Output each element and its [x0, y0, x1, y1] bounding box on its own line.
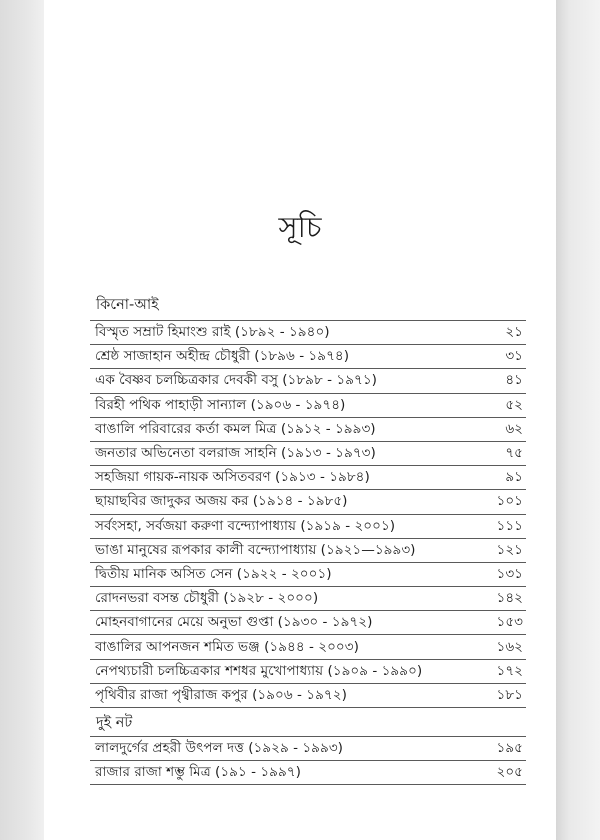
toc-entry-title: বাঙালির আপনজন শমিত ভঞ্জ (১৯৪৪ - ২০০৩) [95, 638, 359, 655]
toc-row [90, 760, 526, 785]
toc-row [90, 683, 526, 708]
section-heading-dui-nat: দুই নট [96, 715, 133, 731]
toc-list-dui-nat [90, 736, 526, 785]
toc-entry-title: পৃথিবীর রাজা পৃথ্বীরাজ কপুর (১৯০৬ - ১৯৭২) [95, 686, 347, 703]
toc-entry-title: মোহনবাগানের মেয়ে অনুভা গুপ্তা (১৯৩০ - ১৯৭২) [95, 614, 373, 631]
toc-page-number: ১৯৫ [496, 740, 523, 757]
toc-page-number: ১১১ [496, 517, 523, 534]
toc-entry-title: লালদুর্গের প্রহরী উৎপল দত্ত (১৯২৯ - ১৯৯৩) [95, 740, 343, 757]
toc-row [90, 393, 526, 417]
toc-row [90, 538, 526, 562]
toc-entry-title: জনতার অভিনেতা বলরাজ সাহনি (১৯১৩ - ১৯৭৩) [95, 445, 376, 462]
toc-page-number: ৩১ [505, 348, 523, 365]
toc-page-number: ১২১ [496, 541, 523, 558]
toc-entry-title: ভাঙা মানুষের রূপকার কালী বন্দ্যোপাধ্যায় (১৯২১—১৯৯৩) [95, 541, 416, 558]
toc-entry-title: এক বৈষ্ণব চলচ্চিত্রকার দেবকী বসু (১৮৯৮ - ১৯৭১) [95, 372, 377, 389]
toc-page-number: ২১ [505, 324, 523, 341]
toc-page-number: ৭৫ [505, 445, 523, 462]
toc-page-number: ১৮১ [496, 686, 523, 703]
toc-page-number: ৯১ [505, 469, 523, 486]
toc-page-number: ১৭২ [496, 662, 523, 679]
toc-row [90, 368, 526, 392]
toc-page-number: ২০৫ [496, 764, 523, 781]
toc-row [90, 320, 526, 344]
toc-page-number: ১৫৩ [496, 614, 523, 631]
toc-entry-title: দ্বিতীয় মানিক অসিত সেন (১৯২২ - ২০০১) [95, 565, 332, 582]
section-heading-kino-eye: কিনো-আই [96, 297, 159, 313]
toc-page-number: ৫২ [505, 396, 523, 413]
toc-row [90, 441, 526, 465]
toc-row [90, 634, 526, 658]
book-page-edge [556, 0, 600, 840]
toc-row [90, 489, 526, 513]
toc-row [90, 736, 526, 760]
toc-entry-title: বিরহী পথিক পাহাড়ী সান্যাল (১৯০৬ - ১৯৭৪) [95, 396, 346, 413]
toc-entry-title: বাঙালি পরিবারের কর্তা কমল মিত্র (১৯১২ - ১৯৯৩) [95, 420, 376, 437]
toc-row [90, 465, 526, 489]
book-page [44, 0, 556, 840]
toc-entry-title: শ্রেষ্ঠ সাজাহান অহীন্দ্র চৌধুরী (১৮৯৬ - ১৯৭৪) [95, 348, 350, 365]
toc-entry-title: সহজিয়া গায়ক-নায়ক অসিতবরণ (১৯১৩ - ১৯৮৪) [95, 469, 370, 486]
toc-page-number: ১৩১ [496, 565, 523, 582]
toc-entry-title: বিস্মৃত সম্রাট হিমাংশু রাই (১৮৯২ - ১৯৪০) [95, 324, 330, 341]
toc-page-number: ১৪২ [496, 590, 523, 607]
toc-entry-title: সর্বংসহা, সর্বজয়া করুণা বন্দ্যোপাধ্যায় (১৯১৯ - ২০০১) [95, 517, 396, 534]
toc-page-number: ৪১ [505, 372, 523, 389]
toc-row [90, 417, 526, 441]
toc-page-number: ৬২ [505, 420, 523, 437]
toc-row [90, 610, 526, 634]
toc-entry-title: রাজার রাজা শম্ভু মিত্র (১৯১ - ১৯৯৭) [95, 764, 301, 781]
toc-row [90, 659, 526, 683]
toc-page-number: ১০১ [496, 493, 523, 510]
toc-entry-title: ছায়াছবির জাদুকর অজয় কর (১৯১৪ - ১৯৮৫) [95, 493, 348, 510]
toc-row [90, 514, 526, 538]
book-gutter [0, 0, 44, 840]
page-title: সূচি [278, 210, 322, 244]
toc-row [90, 344, 526, 368]
toc-list-kino-eye [90, 320, 526, 708]
toc-entry-title: রোদনভরা বসন্ত চৌধুরী (১৯২৮ - ২০০০) [95, 590, 319, 607]
toc-row [90, 586, 526, 610]
toc-page-number: ১৬২ [496, 638, 523, 655]
toc-row [90, 562, 526, 586]
toc-entry-title: নেপথ্যচারী চলচ্চিত্রকার শশধর মুখোপাধ্যায় (১৯০৯ - ১৯৯০) [95, 662, 423, 679]
